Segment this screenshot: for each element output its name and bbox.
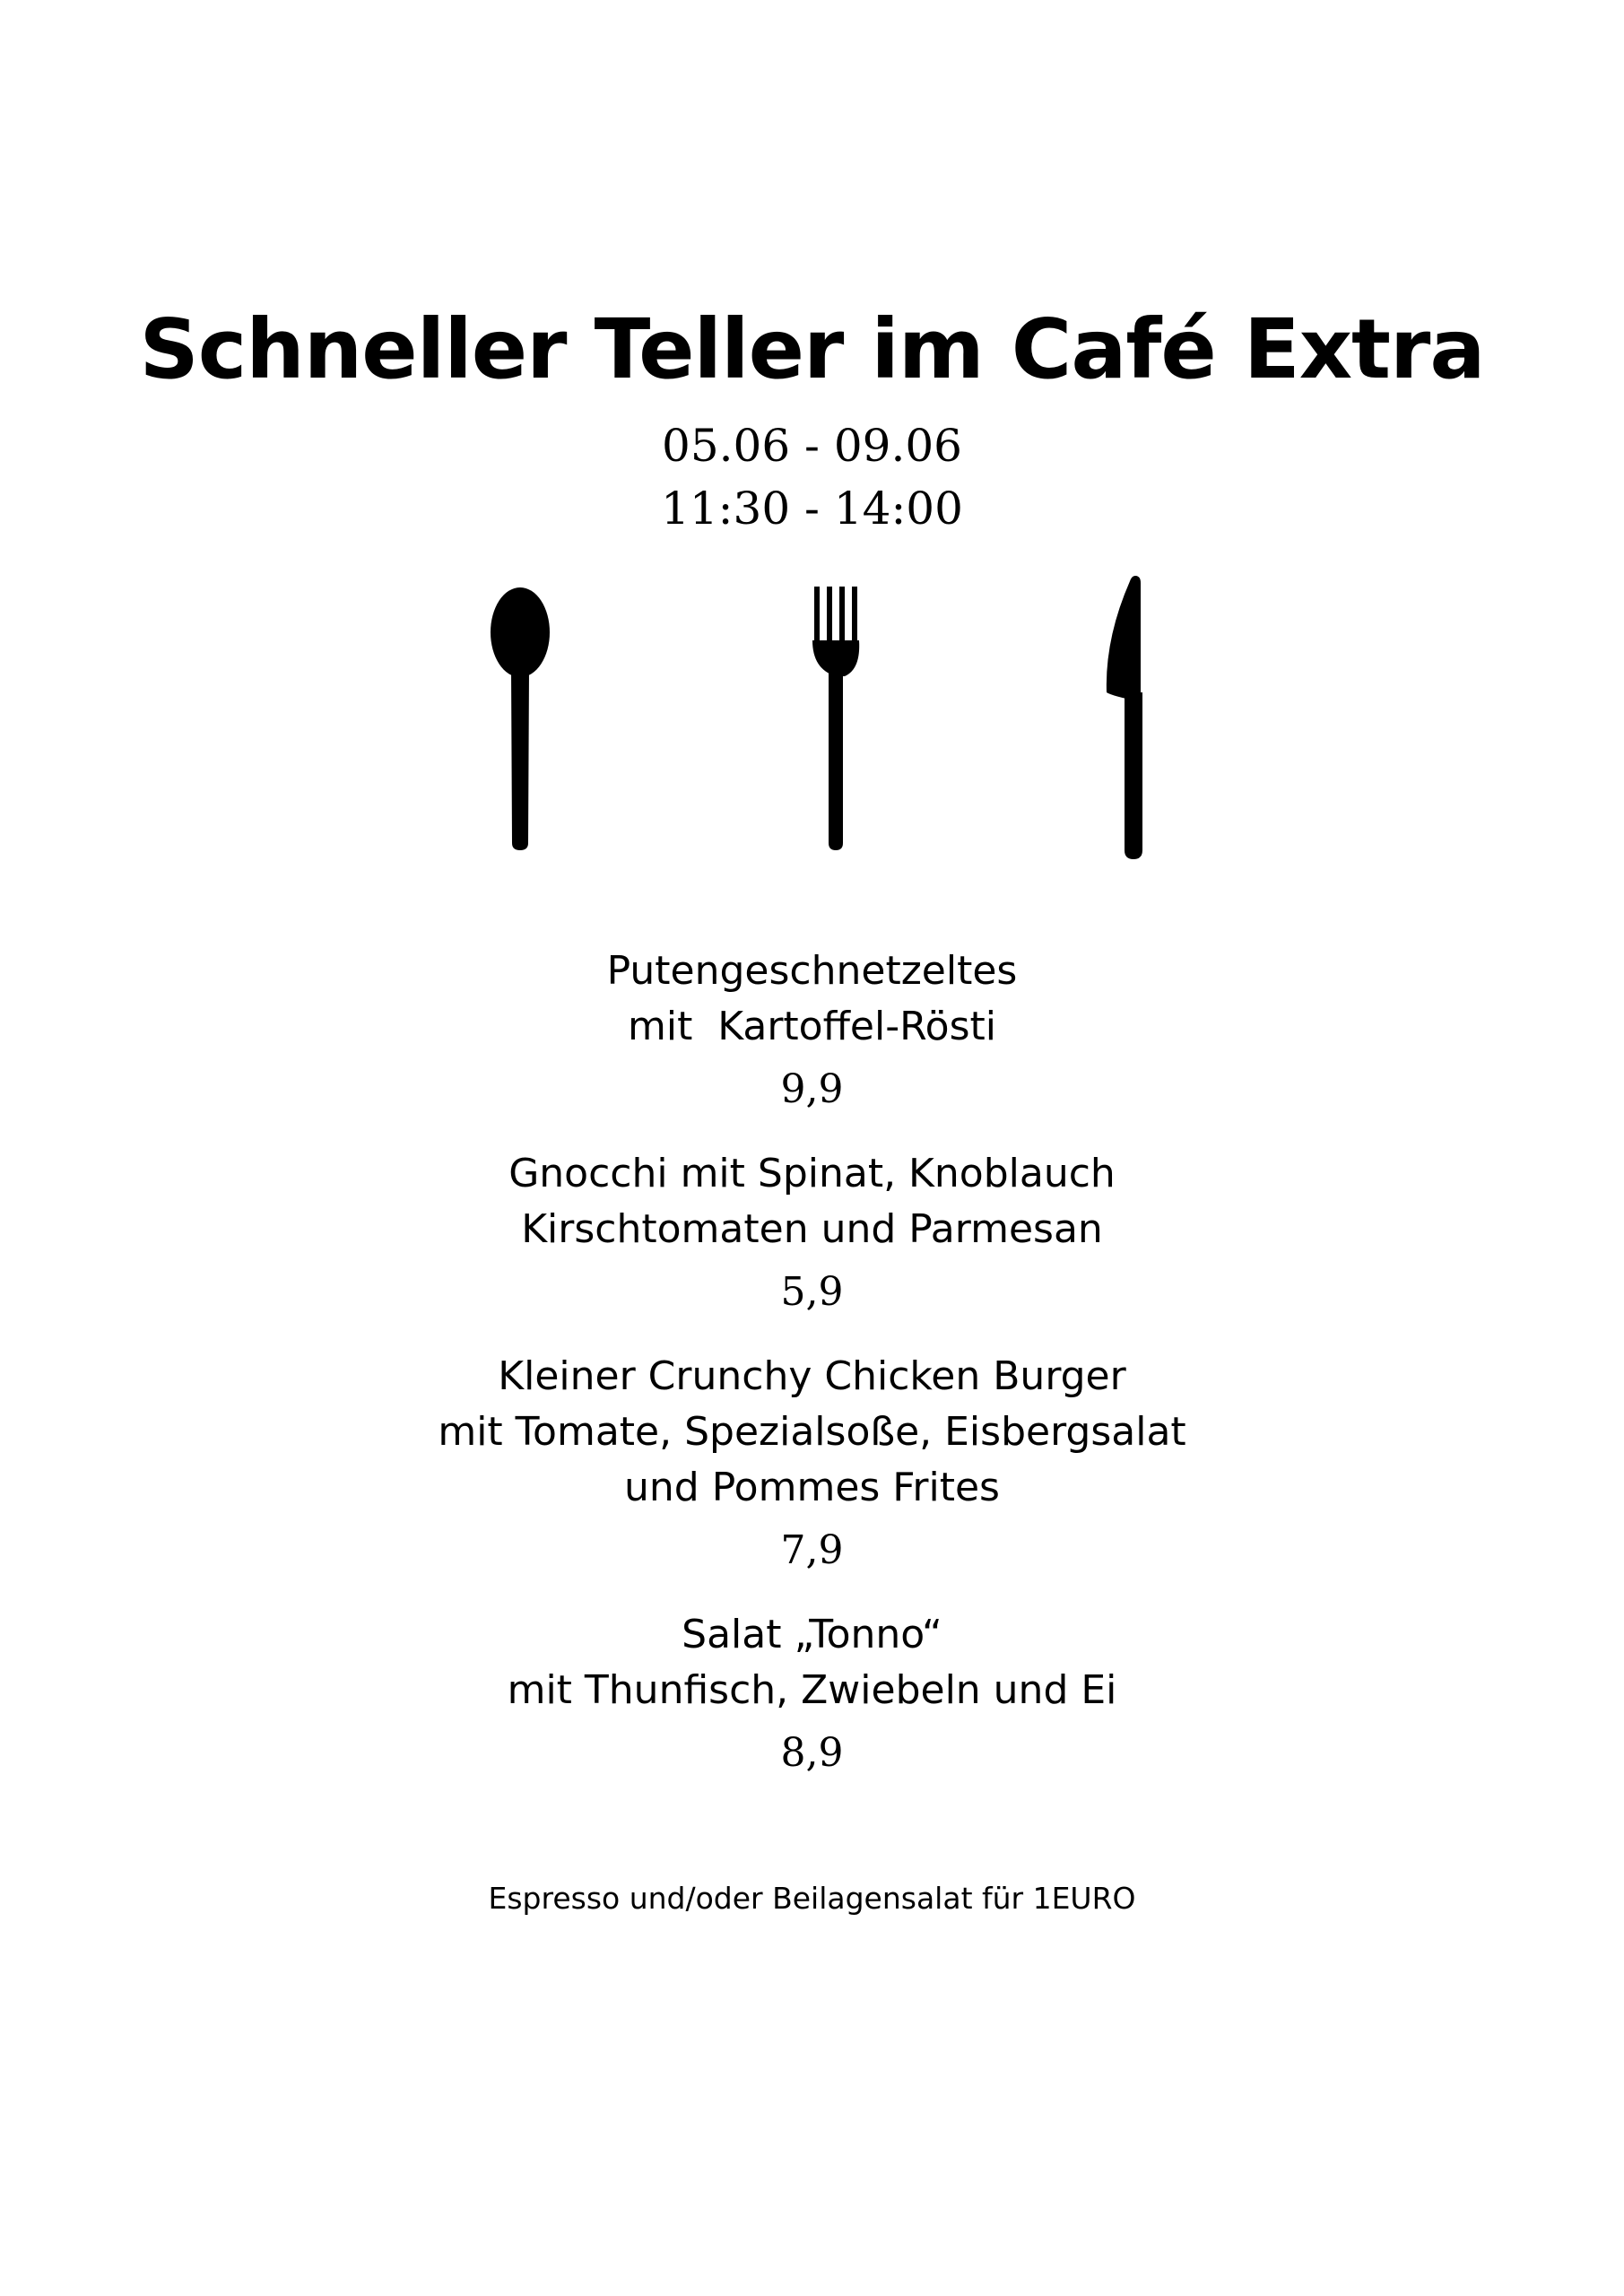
spoon-icon	[484, 583, 556, 852]
menu-list	[0, 944, 1624, 1810]
menu-item	[0, 1607, 1624, 1785]
dish-price: 8,9	[780, 1730, 844, 1776]
fork-icon	[809, 587, 872, 852]
cutlery-illustration	[0, 574, 1624, 870]
dish-price: 7,9	[780, 1527, 844, 1573]
dish-description: mit Thunfisch, Zwiebeln und Ei	[507, 1667, 1117, 1713]
dish-name: Kleiner Crunchy Chicken Burger	[498, 1353, 1126, 1399]
dish-price: 9,9	[780, 1066, 844, 1112]
opening-hours: 11:30 - 14:00	[661, 483, 963, 535]
menu-item	[0, 1146, 1624, 1324]
dish-name: Putengeschnetzeltes	[606, 948, 1018, 994]
dish-description: und Pommes Frites	[624, 1465, 1000, 1510]
dish-description: mit Tomate, Spezialsoße, Eisbergsalat	[438, 1409, 1186, 1455]
knife-icon	[1103, 576, 1153, 861]
menu-item	[0, 1349, 1624, 1582]
dish-name: Gnocchi mit Spinat, Knoblauch	[508, 1151, 1116, 1196]
dish-description: Kirschtomaten und Parmesan	[521, 1206, 1103, 1252]
menu-item	[0, 944, 1624, 1121]
dish-description: mit Kartoffel-Rösti	[627, 1004, 997, 1049]
dish-price: 5,9	[780, 1269, 844, 1315]
page-title: Schneller Teller im Café Extra	[139, 301, 1485, 397]
dish-name: Salat „Tonno“	[682, 1612, 942, 1657]
date-range: 05.06 - 09.06	[662, 420, 962, 472]
footer-note: Espresso und/oder Beilagensalat für 1EURO	[488, 1881, 1136, 1916]
